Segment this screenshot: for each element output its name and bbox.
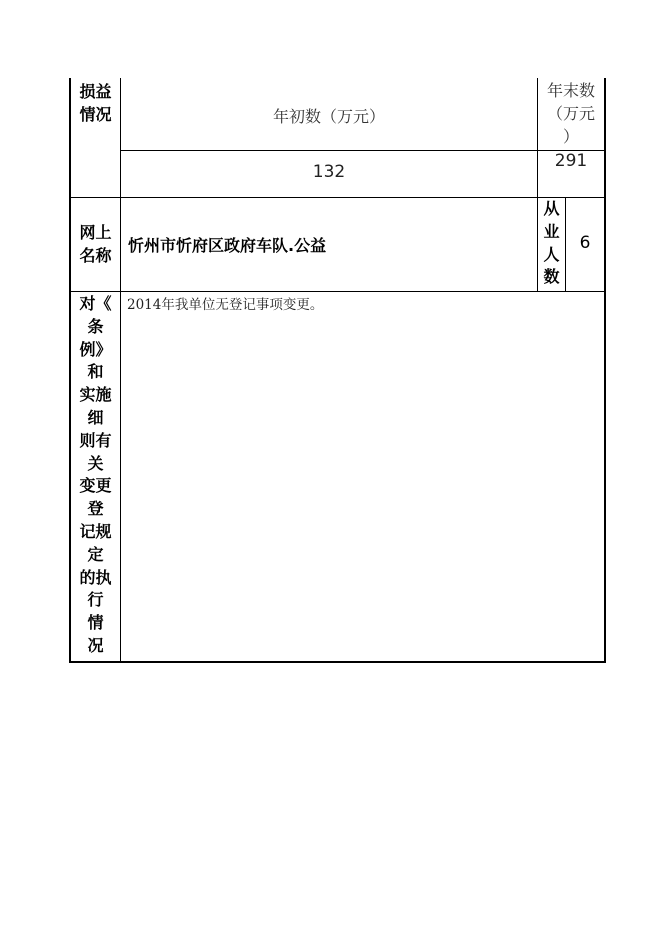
table-bottom-border bbox=[69, 661, 606, 663]
regulation-execution-label: 对《 条 例》 和 实施 细 则有 关 变更 登 记规 定 的执 行 情 况 bbox=[79, 294, 112, 655]
online-name-label: 网上 名称 bbox=[79, 223, 112, 265]
staff-count-label: 从 业 人 数 bbox=[543, 199, 560, 287]
value-row-top-border bbox=[120, 150, 605, 151]
staff-count-value: 6 bbox=[579, 233, 591, 253]
profit-row-bottom-border bbox=[69, 197, 606, 198]
begin-year-value: 132 bbox=[312, 162, 346, 182]
online-row-bottom-border bbox=[69, 291, 606, 292]
end-year-value: 291 bbox=[554, 151, 588, 171]
table-right-border bbox=[604, 78, 606, 663]
end-year-header: 年末数 （万元 ） bbox=[546, 81, 595, 146]
regulation-execution-content: 2014年我单位无登记事项变更。 bbox=[127, 297, 324, 313]
online-name-value: 忻州市忻府区政府车队.公益 bbox=[128, 236, 327, 255]
begin-year-header: 年初数（万元） bbox=[272, 107, 385, 126]
profit-loss-label: 损益 情况 bbox=[79, 82, 112, 124]
